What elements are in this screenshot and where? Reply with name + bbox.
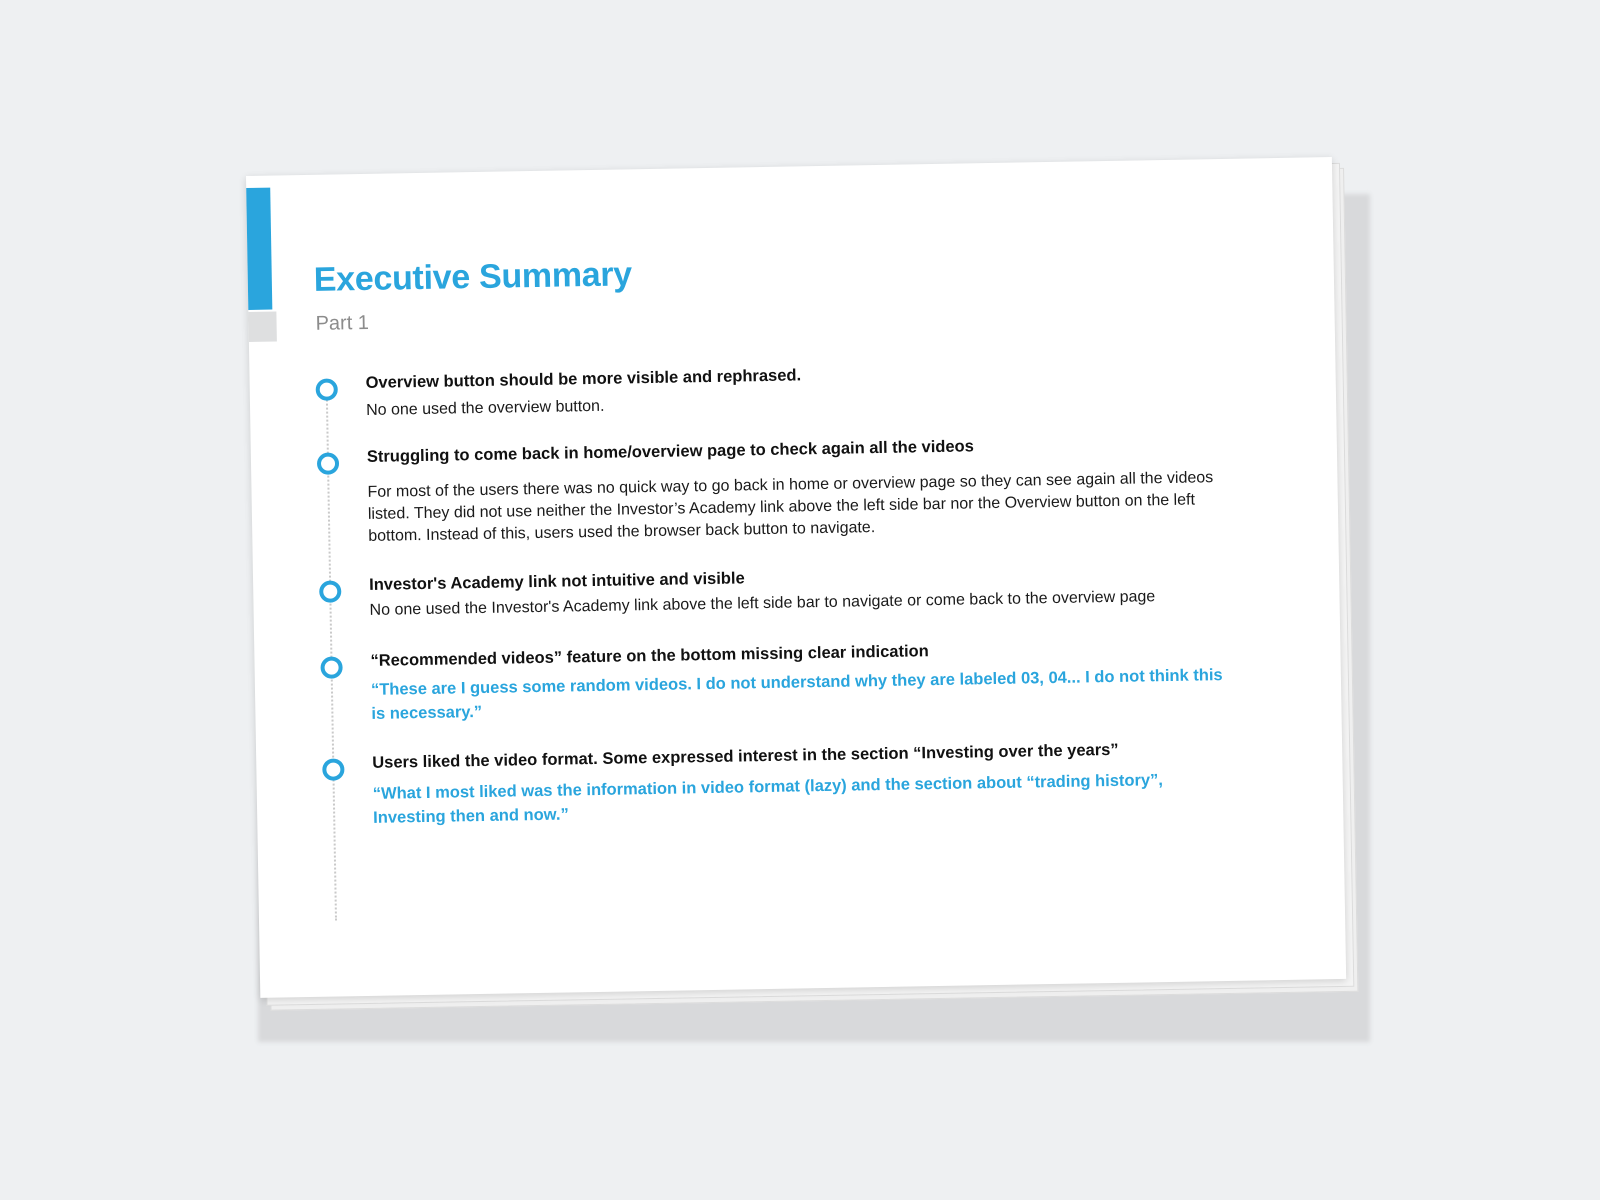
timeline-dot-icon xyxy=(322,758,344,780)
timeline-dot-icon xyxy=(316,378,338,400)
summary-item xyxy=(309,358,1189,419)
item-heading: Investor's Academy link not intuitive and visible xyxy=(368,569,745,594)
summary-item xyxy=(313,560,1193,619)
timeline-dot-icon xyxy=(319,580,341,602)
item-quote: “What I most liked was the information in video format (lazy) and the section about “trading history”, Investing then and now.” xyxy=(372,771,1164,827)
summary-item xyxy=(316,738,1196,827)
document-stack xyxy=(246,157,1346,998)
item-quote: “These are I guess some random videos. I do not understand why they are labeled 03, 04... I do not think this is necessary.” xyxy=(370,666,1223,723)
timeline-dot-icon xyxy=(317,452,339,474)
item-body: No one used the overview button. xyxy=(365,397,605,419)
item-body: No one used the Investor's Academy link above the left side bar to navigate or come back to the overview page xyxy=(369,588,1156,619)
summary-list xyxy=(309,358,1223,827)
item-heading: Overview button should be more visible and rephrased. xyxy=(365,366,802,392)
accent-grey-block xyxy=(248,311,277,341)
timeline-dot-icon xyxy=(320,656,342,678)
page-title: Executive Summary xyxy=(313,255,633,299)
item-heading: “Recommended videos” feature on the bottom missing clear indication xyxy=(370,642,929,670)
summary-item xyxy=(311,432,1214,545)
item-body: For most of the users there was no quick way to go back in home or overview page so they can see again all the videos listed. They did not use neither the Investor’s Academy link above the left side bar nor the Overview button on the left bottom. Instead of this, users used the browser back button to navigate. xyxy=(367,469,1214,545)
summary-item xyxy=(314,636,1223,723)
item-heading: Struggling to come back in home/overview page to check again all the videos xyxy=(366,437,974,466)
item-heading: Users liked the video format. Some expressed interest in the section “Investing over the years” xyxy=(372,740,1119,772)
page-subtitle: Part 1 xyxy=(315,311,370,335)
accent-bar xyxy=(246,188,272,310)
document-page xyxy=(246,157,1346,998)
